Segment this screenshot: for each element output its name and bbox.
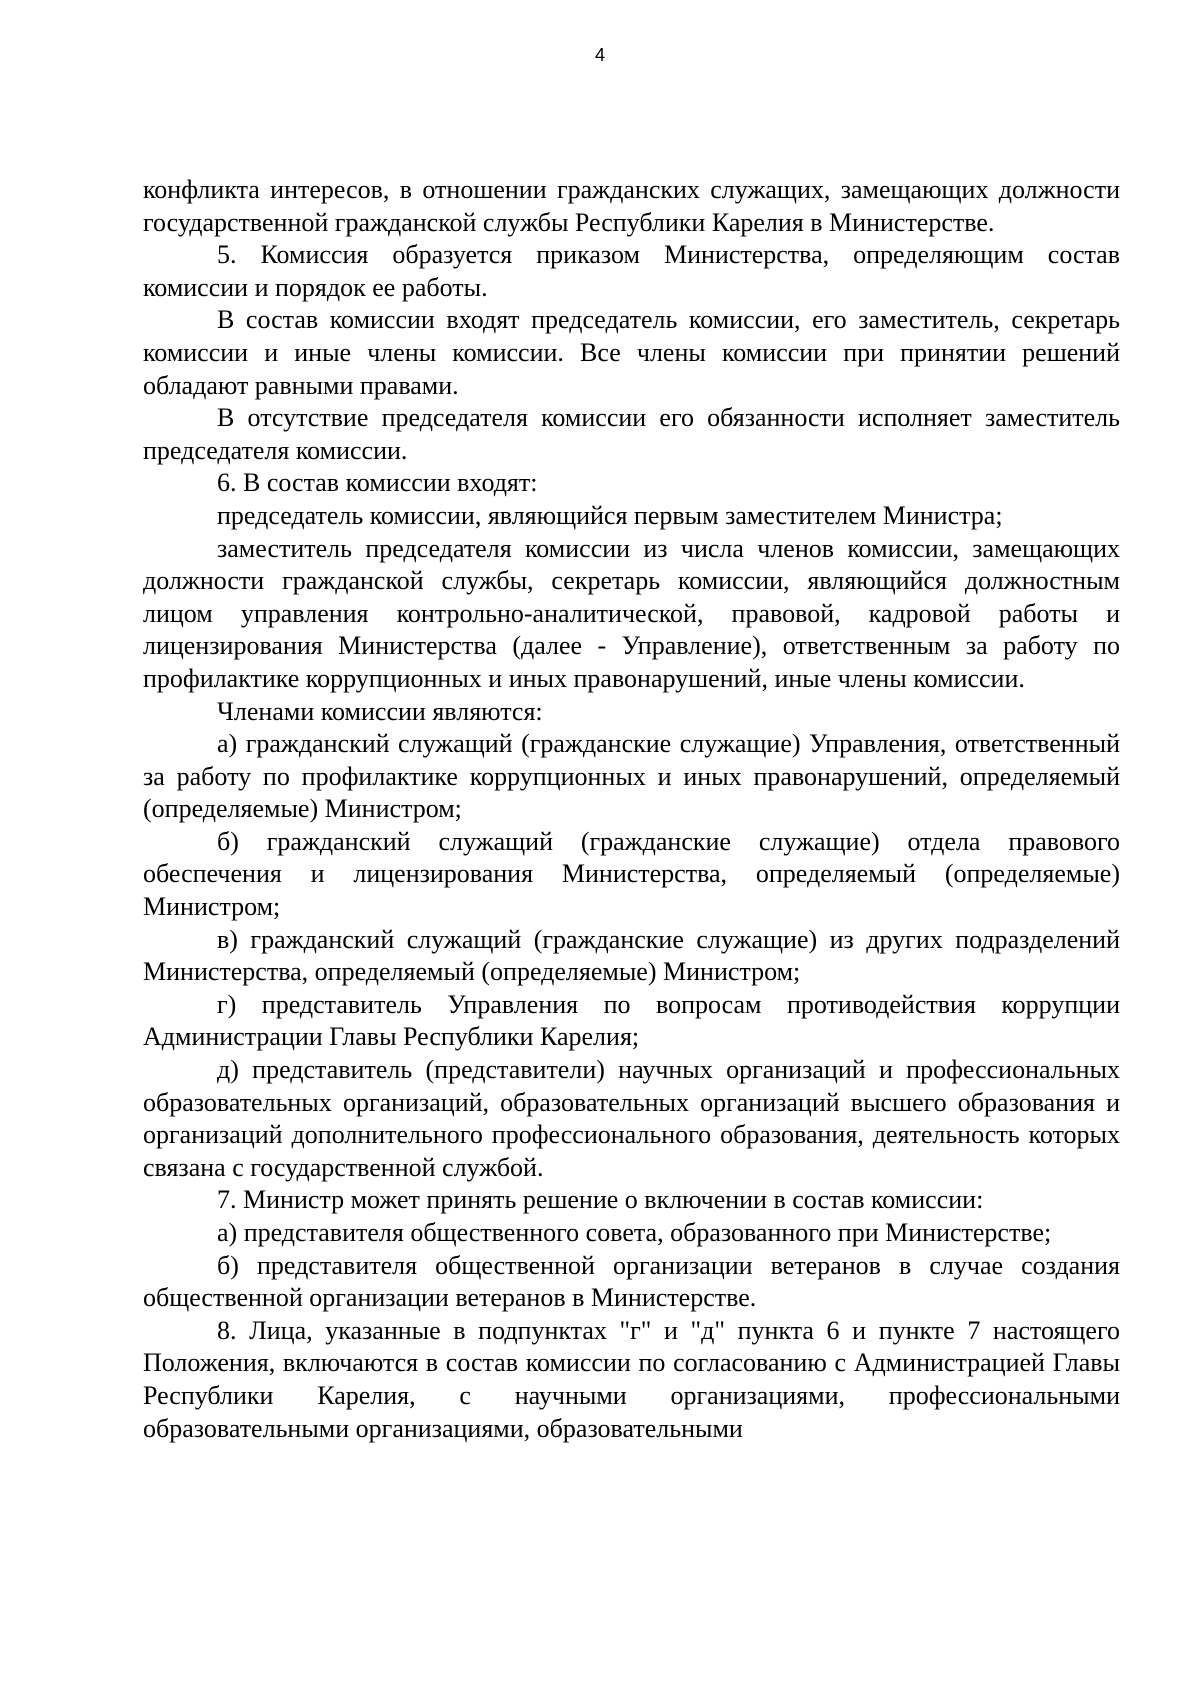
paragraph: 5. Комиссия образуется приказом Министерства, определяющим состав комиссии и порядок ее работы. [143, 240, 1120, 302]
paragraph: 7. Министр может принять решение о включении в состав комиссии: [217, 1185, 984, 1215]
paragraph: В отсутствие председателя комиссии его обязанности исполняет заместитель председателя комиссии. [143, 403, 1120, 465]
paragraph: В состав комиссии входят председатель комиссии, его заместитель, секретарь комиссии и иные члены комиссии. Все члены комиссии при принятии решений обладают равными правами. [143, 305, 1120, 400]
paragraph: председатель комиссии, являющийся первым заместителем Министра; [217, 500, 1003, 530]
paragraph: конфликта интересов, в отношении гражданских служащих, замещающих должности государственной гражданской службы Республики Карелия в Министерстве. [143, 175, 1120, 237]
paragraph: в) гражданский служащий (гражданские служащие) из других подразделений Министерства, определяемый (определяемые) Министром; [143, 924, 1120, 987]
paragraph: Членами комиссии являются: [217, 696, 543, 726]
document-body [143, 174, 1120, 1445]
paragraph: г) представитель Управления по вопросам противодействия коррупции Администрации Главы Республики Карелия; [143, 989, 1120, 1052]
paragraph: заместитель председателя комиссии из числа членов комиссии, замещающих должности гражданской службы, секретарь комиссии, являющийся должностным лицом управления контрольно-аналитической, правовой, кадровой работы и лицензирования Министерства (далее - Управление), ответственным за работу по профилактике коррупционных и иных правонарушений, иные члены комиссии. [143, 533, 1120, 693]
paragraph: а) представителя общественного совета, образованного при Министерстве; [217, 1218, 1052, 1247]
paragraph: д) представитель (представители) научных организаций и профессиональных образовательных организаций, образовательных организаций высшего образования и организаций дополнительного профессионального образования, деятельность которых связана с государственной службой. [143, 1055, 1120, 1182]
paragraph: б) представителя общественной организации ветеранов в случае создания общественной организации ветеранов в Министерстве. [143, 1250, 1120, 1313]
paragraph: б) гражданский служащий (гражданские служащие) отдела правового обеспечения и лицензирования Министерства, определяемый (определяемые) Министром; [143, 826, 1120, 922]
paragraph: а) гражданский служащий (гражданские служащие) Управления, ответственный за работу по профилактике коррупционных и иных правонарушений, определяемый (определяемые) Министром; [143, 729, 1120, 824]
paragraph: 6. В состав комиссии входят: [217, 468, 538, 498]
paragraph: 8. Лица, указанные в подпунктах "г" и "д" пункта 6 и пункте 7 настоящего Положения, включаются в состав комиссии по согласованию с Администрацией Главы Республики Карелия, с научными организациями, профессиональными образовательными организациями, образовательными [143, 1315, 1120, 1443]
page-number: 4 [594, 45, 605, 65]
